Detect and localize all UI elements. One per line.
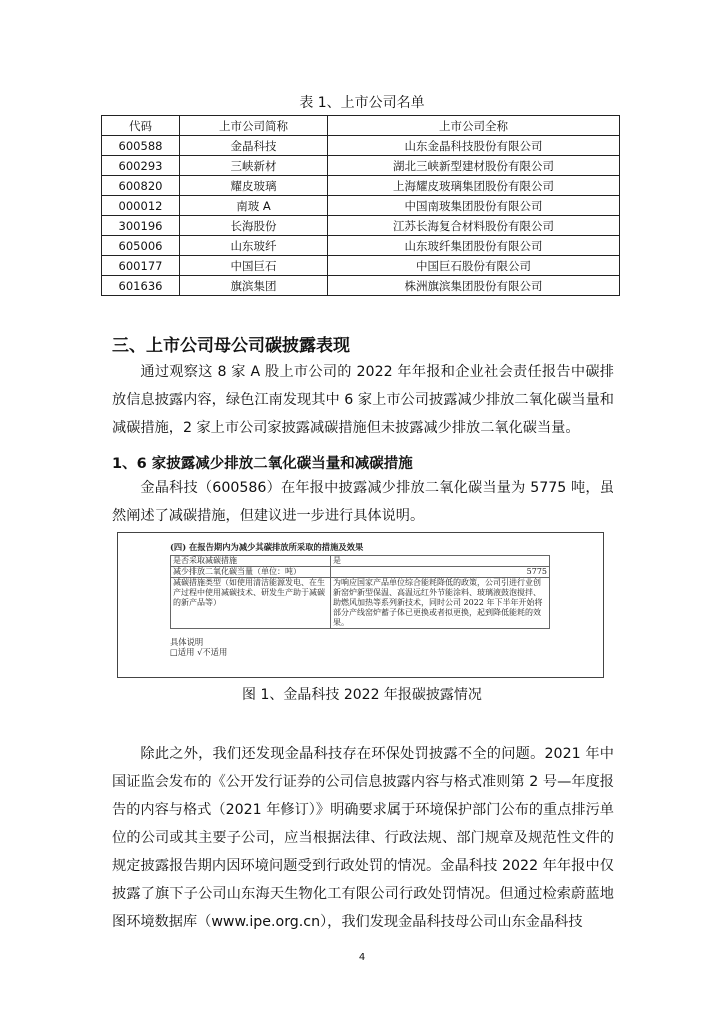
paragraph-1 [112, 474, 614, 530]
cell-full-name: 湖北三峡新型建材股份有限公司 [328, 156, 620, 176]
cell-code: 600588 [102, 136, 180, 156]
cell-full-name: 上海耀皮玻璃集团股份有限公司 [328, 176, 620, 196]
table-row [102, 196, 620, 216]
figure-caption: 图 1、金晶科技 2022 年报碳披露情况 [242, 687, 482, 703]
company-table [101, 115, 620, 296]
cell-code: 300196 [102, 216, 180, 236]
table-title: 表 1、上市公司名单 [299, 95, 425, 111]
cell-full-name: 山东金晶科技股份有限公司 [328, 136, 620, 156]
subsection-heading: 1、6 家披露减少排放二氧化碳当量和减碳措施 [112, 456, 413, 472]
intro-paragraph [112, 358, 614, 442]
figure-content [170, 542, 550, 658]
cell-full-name: 中国南玻集团股份有限公司 [328, 196, 620, 216]
cell-full-name: 株洲旗滨集团股份有限公司 [328, 276, 620, 296]
figure-cell-label: 是否采取减碳措施 [171, 555, 331, 566]
figure-row [171, 577, 550, 628]
figure-cell-label: 减碳措施类型（如使用清洁能源发电、在生产过程中使用减碳技术、研发生产助于减碳的新产品等） [171, 577, 331, 628]
cell-code: 605006 [102, 236, 180, 256]
table-row [102, 236, 620, 256]
figure-header: (四) 在报告期内为减少其碳排放所采取的措施及效果 [170, 542, 364, 552]
cell-short-name: 三峡新材 [180, 156, 328, 176]
paragraph-2 [112, 740, 614, 936]
cell-short-name: 长海股份 [180, 216, 328, 236]
figure-cell-value: 5775 [331, 566, 550, 577]
cell-short-name: 山东玻纤 [180, 236, 328, 256]
figure-1 [117, 532, 604, 678]
figure-row [171, 566, 550, 577]
cell-short-name: 金晶科技 [180, 136, 328, 156]
table-row [102, 156, 620, 176]
paragraph-2-text: 除此之外，我们还发现金晶科技存在环保处罚披露不全的问题。2021 年中国证监会发布的《公开发行证券的公司信息披露内容与格式准则第 2 号—年度报告的内容与格式（2021 年修订）》明确要求属于环境保护部门公布的重点排污单位的公司或其主要子公司，应当根据法律、行政法规、部门规章及规范性文件的规定披露报告期内因环境问题受到行政处罚的情况。金晶科技 2022 年年报中仅披露了旗下子公司山东海天生物化工有限公司行政处罚情况。但通过检索蔚蓝地图环境数据库（www.ipe.org.cn），我们发现金晶科技母公司山东金晶科技 [112, 746, 614, 930]
cell-short-name: 耀皮玻璃 [180, 176, 328, 196]
figure-cell-value: 为响应国家产品单位综合能耗降低的政策，公司引进行业创新窑炉新型保温、高温远红外节能涂料、玻璃液鼓泡搅拌、助燃风加热等系列新技术，同时公司 2022 年下半年开始将部分产线窑炉蓄子体已更换或者拟更换，起到降低能耗的效果。 [331, 577, 550, 628]
table-row [102, 256, 620, 276]
table-row [102, 136, 620, 156]
table-row [102, 216, 620, 236]
page-number: 4 [358, 952, 366, 963]
section-heading: 三、上市公司母公司碳披露表现 [112, 336, 350, 356]
col-header-full-name: 上市公司全称 [328, 116, 620, 136]
cell-code: 601636 [102, 276, 180, 296]
intro-text: 通过观察这 8 家 A 股上市公司的 2022 年年报和企业社会责任报告中碳排放信息披露内容，绿色江南发现其中 6 家上市公司披露减少排放二氧化碳当量和减碳措施，2 家上市公司家披露减碳措施但未披露减少排放二氧化碳当量。 [112, 364, 614, 436]
figure-cell-value: 是 [331, 555, 550, 566]
figure-table [170, 555, 550, 629]
figure-row [171, 555, 550, 566]
col-header-code: 代码 [102, 116, 180, 136]
cell-code: 600293 [102, 156, 180, 176]
cell-code: 600820 [102, 176, 180, 196]
cell-short-name: 中国巨石 [180, 256, 328, 276]
paragraph-1-text: 金晶科技（600586）在年报中披露减少排放二氧化碳当量为 5775 吨，虽然阐述了减碳措施，但建议进一步进行具体说明。 [112, 480, 614, 524]
cell-short-name: 旗滨集团 [180, 276, 328, 296]
cell-short-name: 南玻 A [180, 196, 328, 216]
figure-note-options: □适用 √不适用 [170, 647, 228, 657]
cell-code: 000012 [102, 196, 180, 216]
table-row [102, 176, 620, 196]
table-header-row [102, 116, 620, 136]
figure-cell-label: 减少排放二氧化碳当量（单位：吨） [171, 566, 331, 577]
col-header-short-name: 上市公司简称 [180, 116, 328, 136]
cell-full-name: 江苏长海复合材料股份有限公司 [328, 216, 620, 236]
cell-code: 600177 [102, 256, 180, 276]
cell-full-name: 中国巨石股份有限公司 [328, 256, 620, 276]
figure-note-title: 具体说明 [170, 636, 204, 647]
table-row [102, 276, 620, 296]
cell-full-name: 山东玻纤集团股份有限公司 [328, 236, 620, 256]
